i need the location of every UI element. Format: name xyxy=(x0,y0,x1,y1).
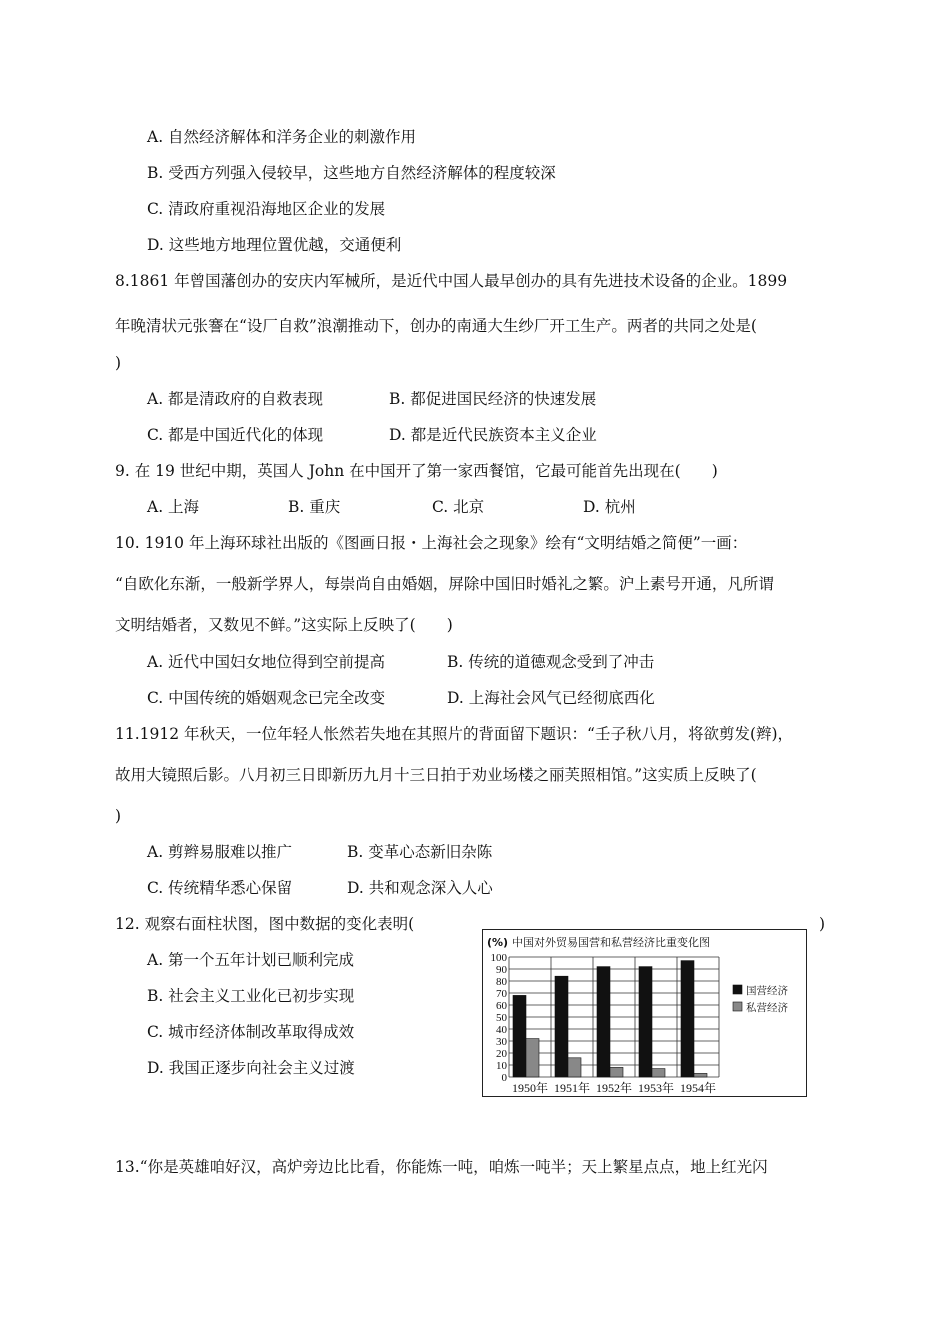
q7-option-a: A. 自然经济解体和洋务企业的刺激作用 xyxy=(147,128,417,146)
q9-stem: 9. 在 19 世纪中期，英国人 John 在中国开了第一家西餐馆，它最可能首先出现在( ) xyxy=(115,462,718,480)
chart-y-tick-label: 20 xyxy=(496,1048,507,1060)
q10-option-c: C. 中国传统的婚姻观念已完全改变 xyxy=(147,689,386,707)
q11-option-d: D. 共和观念深入人心 xyxy=(347,879,493,897)
q8-stem-line2: 年晚清状元张謇在“设厂自救”浪潮推动下，创办的南通大生纱厂开工生产。两者的共同之处是( xyxy=(115,317,757,335)
q12-option-d: D. 我国正逐步向社会主义过渡 xyxy=(147,1059,355,1077)
q11-stem-line2: 故用大镜照后影。八月初三日即新历九月十三日拍于劝业场楼之丽芙照相馆。”这实质上反映了( xyxy=(115,766,757,784)
q13-stem-line1: 13.“你是英雄咱好汉，高炉旁边比比看，你能炼一吨，咱炼一吨半；天上繁星点点，地上红光闪 xyxy=(115,1158,768,1176)
trade-ratio-bar-chart xyxy=(482,929,807,1097)
chart-x-ticks xyxy=(512,1080,716,1095)
q12-option-c: C. 城市经济体制改革取得成效 xyxy=(147,1023,355,1041)
chart-y-tick-label: 30 xyxy=(496,1036,507,1048)
chart-y-tick-label: 90 xyxy=(496,964,507,976)
q12-stem: 12. 观察右面柱状图，图中数据的变化表明( xyxy=(115,915,415,933)
q9-option-b: B. 重庆 xyxy=(288,498,341,516)
chart-y-axis-label: (%) xyxy=(487,936,509,949)
chart-bar-state xyxy=(639,967,652,1077)
chart-legend-swatch xyxy=(733,985,742,994)
chart-legend-label: 国营经济 xyxy=(746,985,788,997)
chart-bar-private xyxy=(694,1073,707,1077)
q10-stem-line2: “自欧化东渐，一般新学界人，每崇尚自由婚姻，屏除中国旧时婚礼之繁。沪上素号开通，凡所谓 xyxy=(115,575,774,593)
chart-y-tick-label: 10 xyxy=(496,1060,507,1072)
chart-bar-private xyxy=(652,1069,665,1077)
chart-y-tick-label: 0 xyxy=(501,1072,507,1084)
chart-x-tick-label: 1954年 xyxy=(679,1081,717,1095)
chart-bar-private xyxy=(610,1067,623,1077)
q12-option-a: A. 第一个五年计划已顺利完成 xyxy=(147,951,355,969)
chart-legend-label: 私营经济 xyxy=(746,1002,788,1014)
q8-option-d: D. 都是近代民族资本主义企业 xyxy=(389,426,597,444)
chart-legend-swatch xyxy=(733,1002,742,1011)
q10-stem-line3: 文明结婚者，又数见不鲜。”这实际上反映了( ) xyxy=(115,616,453,634)
q11-stem-line1: 11.1912 年秋天，一位年轻人怅然若失地在其照片的背面留下题识：“壬子秋八月，将欲剪发(辫)， xyxy=(115,725,794,743)
chart-x-tick-label: 1952年 xyxy=(595,1081,633,1095)
chart-canvas xyxy=(483,930,805,1095)
q8-stem-line1: 8.1861 年曾国藩创办的安庆内军械所，是近代中国人最早创办的具有先进技术设备的企业。1899 xyxy=(115,272,788,290)
q12-option-b: B. 社会主义工业化已初步实现 xyxy=(147,987,355,1005)
q10-option-a: A. 近代中国妇女地位得到空前提高 xyxy=(147,653,386,671)
chart-x-tick-label: 1950年 xyxy=(511,1081,549,1095)
chart-bar-state xyxy=(513,995,526,1077)
q11-option-c: C. 传统精华悉心保留 xyxy=(147,879,293,897)
chart-x-tick-label: 1951年 xyxy=(553,1081,591,1095)
q8-option-c: C. 都是中国近代化的体现 xyxy=(147,426,324,444)
q10-stem-line1: 10. 1910 年上海环球社出版的《图画日报・上海社会之现象》绘有“文明结婚之简便”一画： xyxy=(115,534,748,552)
chart-y-tick-label: 100 xyxy=(490,952,507,964)
chart-y-tick-label: 50 xyxy=(496,1012,507,1024)
chart-bar-state xyxy=(597,967,610,1077)
q10-option-d: D. 上海社会风气已经彻底西化 xyxy=(447,689,655,707)
q7-option-c: C. 清政府重视沿海地区企业的发展 xyxy=(147,200,386,218)
chart-y-tick-label: 40 xyxy=(496,1024,507,1036)
q12-close-paren: ) xyxy=(819,915,826,933)
chart-bar-private xyxy=(568,1058,581,1077)
chart-bars xyxy=(513,961,707,1077)
chart-x-tick-label: 1953年 xyxy=(637,1081,675,1095)
q9-option-a: A. 上海 xyxy=(147,498,200,516)
chart-y-tick-label: 70 xyxy=(496,988,507,1000)
q8-stem-line3: ) xyxy=(115,354,122,372)
chart-title: 中国对外贸易国营和私营经济比重变化图 xyxy=(512,936,710,949)
chart-legend xyxy=(733,984,788,1014)
chart-y-tick-label: 80 xyxy=(496,976,507,988)
chart-bar-state xyxy=(555,976,568,1077)
q8-option-a: A. 都是清政府的自救表现 xyxy=(147,390,324,408)
q8-option-b: B. 都促进国民经济的快速发展 xyxy=(389,390,597,408)
q9-option-c: C. 北京 xyxy=(432,498,485,516)
chart-y-ticks xyxy=(491,952,508,1084)
chart-bar-state xyxy=(681,961,694,1077)
q11-option-b: B. 变革心态新旧杂陈 xyxy=(347,843,493,861)
q11-stem-line3: ) xyxy=(115,807,122,825)
q9-option-d: D. 杭州 xyxy=(583,498,636,516)
q10-option-b: B. 传统的道德观念受到了冲击 xyxy=(447,653,655,671)
chart-bar-private xyxy=(526,1039,539,1077)
chart-y-tick-label: 60 xyxy=(496,1000,507,1012)
q7-option-b: B. 受西方列强入侵较早，这些地方自然经济解体的程度较深 xyxy=(147,164,556,182)
q11-option-a: A. 剪辫易服难以推广 xyxy=(147,843,293,861)
q7-option-d: D. 这些地方地理位置优越，交通便利 xyxy=(147,236,402,254)
